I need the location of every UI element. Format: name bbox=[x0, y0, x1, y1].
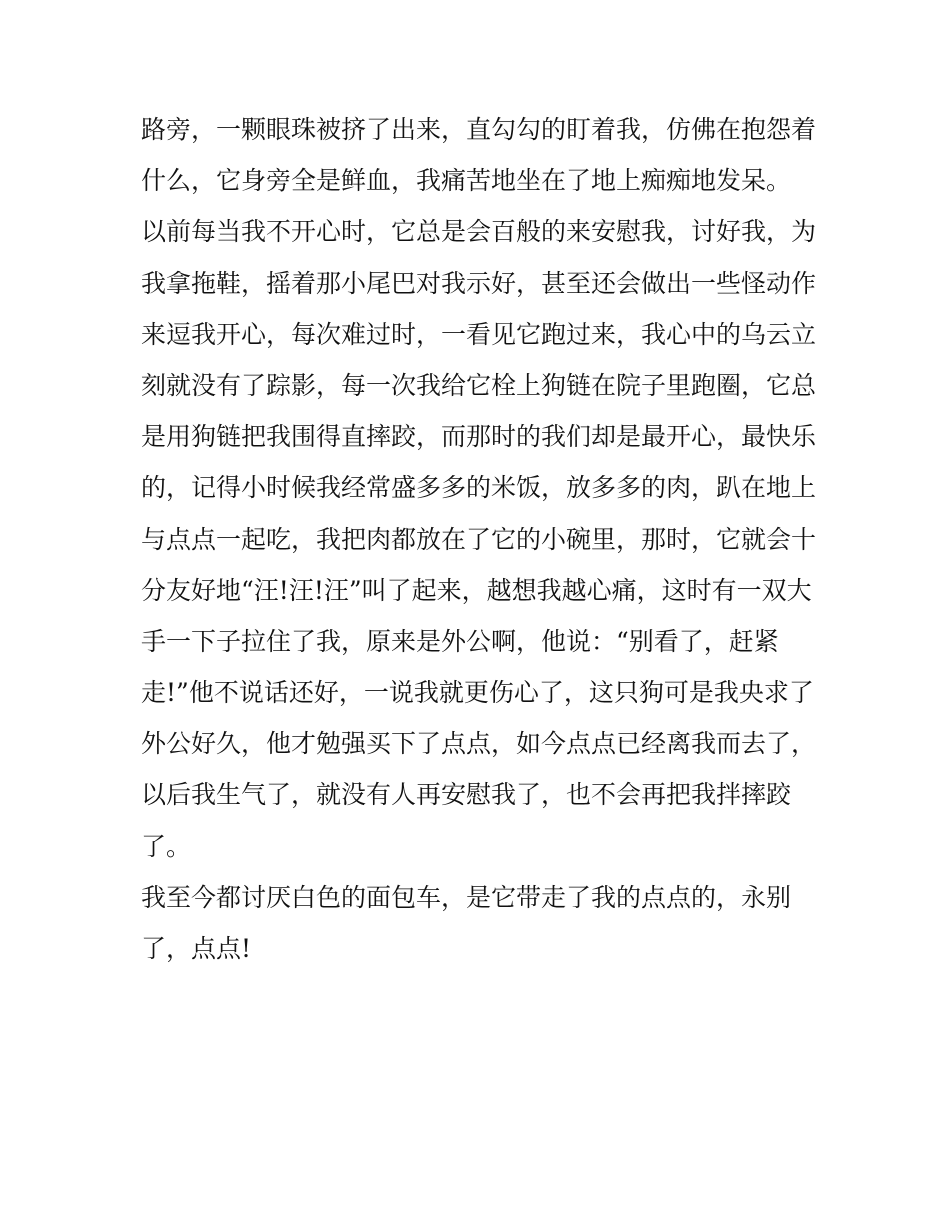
text-line: 我至今都讨厌白色的面包车，是它带走了我的点点的，永别 bbox=[141, 882, 792, 912]
essay-body bbox=[141, 104, 821, 974]
text-line: 刻就没有了踪影，每一次我给它栓上狗链在院子里跑圈，它总 bbox=[141, 370, 817, 400]
text-line: 外公好久，他才勉强买下了点点，如今点点已经离我而去了， bbox=[141, 729, 817, 759]
text-line: 来逗我开心，每次难过时，一看见它跑过来，我心中的乌云立 bbox=[141, 319, 817, 349]
text-line: 我拿拖鞋，摇着那小尾巴对我示好，甚至还会做出一些怪动作 bbox=[141, 268, 817, 298]
text-line: 以前每当我不开心时，它总是会百般的来安慰我，讨好我，为 bbox=[141, 217, 817, 247]
text-line: 什么，它身旁全是鲜血，我痛苦地坐在了地上痴痴地发呆。 bbox=[141, 166, 792, 196]
text-line: 是用狗链把我围得直摔跤，而那时的我们却是最开心，最快乐 bbox=[141, 422, 817, 452]
text-line: 走!”他不说话还好，一说我就更伤心了，这只狗可是我央求了 bbox=[141, 678, 814, 708]
text-line: 了。 bbox=[141, 831, 192, 861]
text-line: 与点点一起吃，我把肉都放在了它的小碗里，那时，它就会十 bbox=[141, 524, 817, 554]
text-line: 了，点点! bbox=[141, 934, 252, 963]
text-line: 的，记得小时候我经常盛多多的米饭，放多多的肉，趴在地上 bbox=[141, 473, 817, 503]
text-line: 路旁，一颗眼珠被挤了出来，直勾勾的盯着我，仿佛在抱怨着 bbox=[141, 115, 817, 144]
text-line: 分友好地“汪!汪!汪”叫了起来，越想我越心痛，这时有一双大 bbox=[141, 575, 812, 605]
text-line: 以后我生气了，就没有人再安慰我了，也不会再把我拌摔跤 bbox=[141, 780, 792, 810]
text-line: 手一下子拉住了我，原来是外公啊，他说：“别看了，赶紧 bbox=[141, 626, 779, 656]
